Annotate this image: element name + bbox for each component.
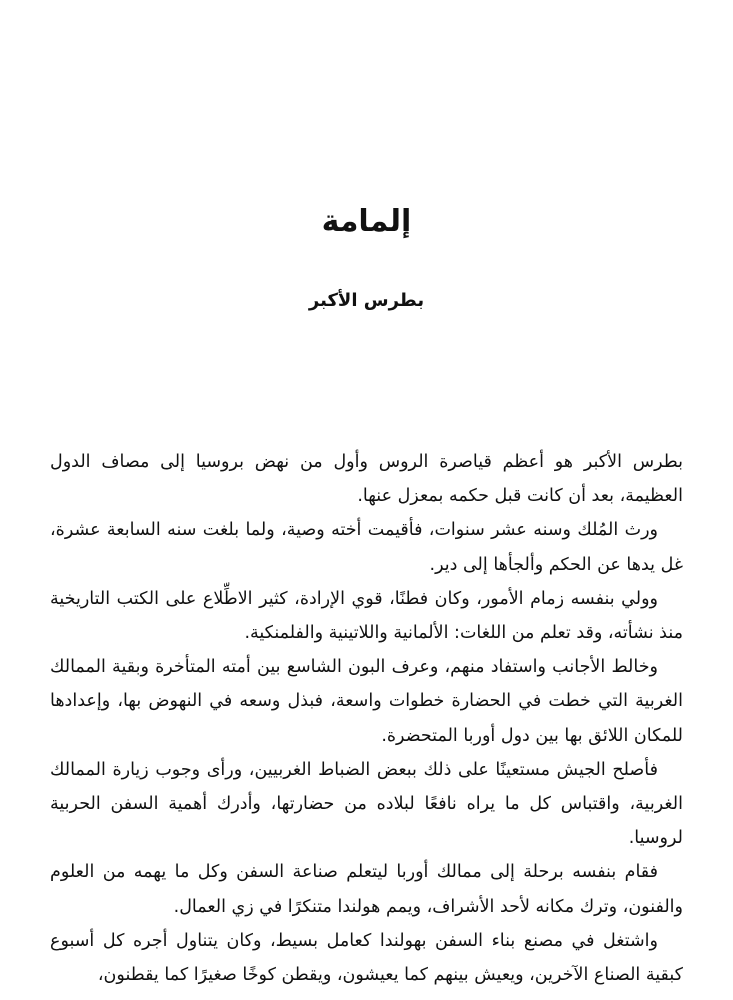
paragraph-3: وولي بنفسه زمام الأمور، وكان فطنًا، قوي الإرادة، كثير الاطِّلاع على الكتب التاريخية منذ نشأته، وقد تعلم من اللغات: الألمانية واللاتينية والفلمنكية. xyxy=(50,588,683,644)
paragraph-5: فأصلح الجيش مستعينًا على ذلك ببعض الضباط الغربيين، ورأى وجوب زيارة الممالك الغربية، واقتباس كل ما يراه نافعًا لبلاده من حضارتها، وأدرك أهمية السفن الحربية لروسيا. xyxy=(50,759,683,849)
body-text xyxy=(50,445,683,992)
paragraph-4: وخالط الأجانب واستفاد منهم، وعرف البون الشاسع بين أمته المتأخرة وبقية الممالك الغربية التي خطت في الحضارة خطوات واسعة، فبذل وسعه في النهوض بها، وإعدادها للمكان اللائق بها بين دول أوربا المتحضرة. xyxy=(50,657,683,746)
paragraph-1: بطرس الأكبر هو أعظم قياصرة الروس وأول من نهض بروسيا إلى مصاف الدول العظيمة، بعد أن كانت قبل حكمه بمعزل عنها. xyxy=(50,452,683,507)
paragraph-2: ورث المُلك وسنه عشر سنوات، فأقيمت أخته وصية، ولما بلغت سنه السابعة عشرة، غل يدها عن الحكم وألجأها إلى دير. xyxy=(50,520,683,575)
chapter-title: إلمامة xyxy=(321,204,412,239)
paragraph-6: فقام بنفسه برحلة إلى ممالك أوربا ليتعلم صناعة السفن وكل ما يهمه من العلوم والفنون، وترك مكانه لأحد الأشراف، ويمم هولندا متنكرًا في زي العمال. xyxy=(50,862,683,917)
paragraph-7: واشتغل في مصنع بناء السفن بهولندا كعامل بسيط، وكان يتناول أجره كل أسبوع كبقية الصناع الآخرين، ويعيش بينهم كما يعيشون، ويقطن كوخًا صغيرًا كما يقطنون، xyxy=(50,930,683,986)
chapter-subtitle: بطرس الأكبر xyxy=(308,290,425,311)
